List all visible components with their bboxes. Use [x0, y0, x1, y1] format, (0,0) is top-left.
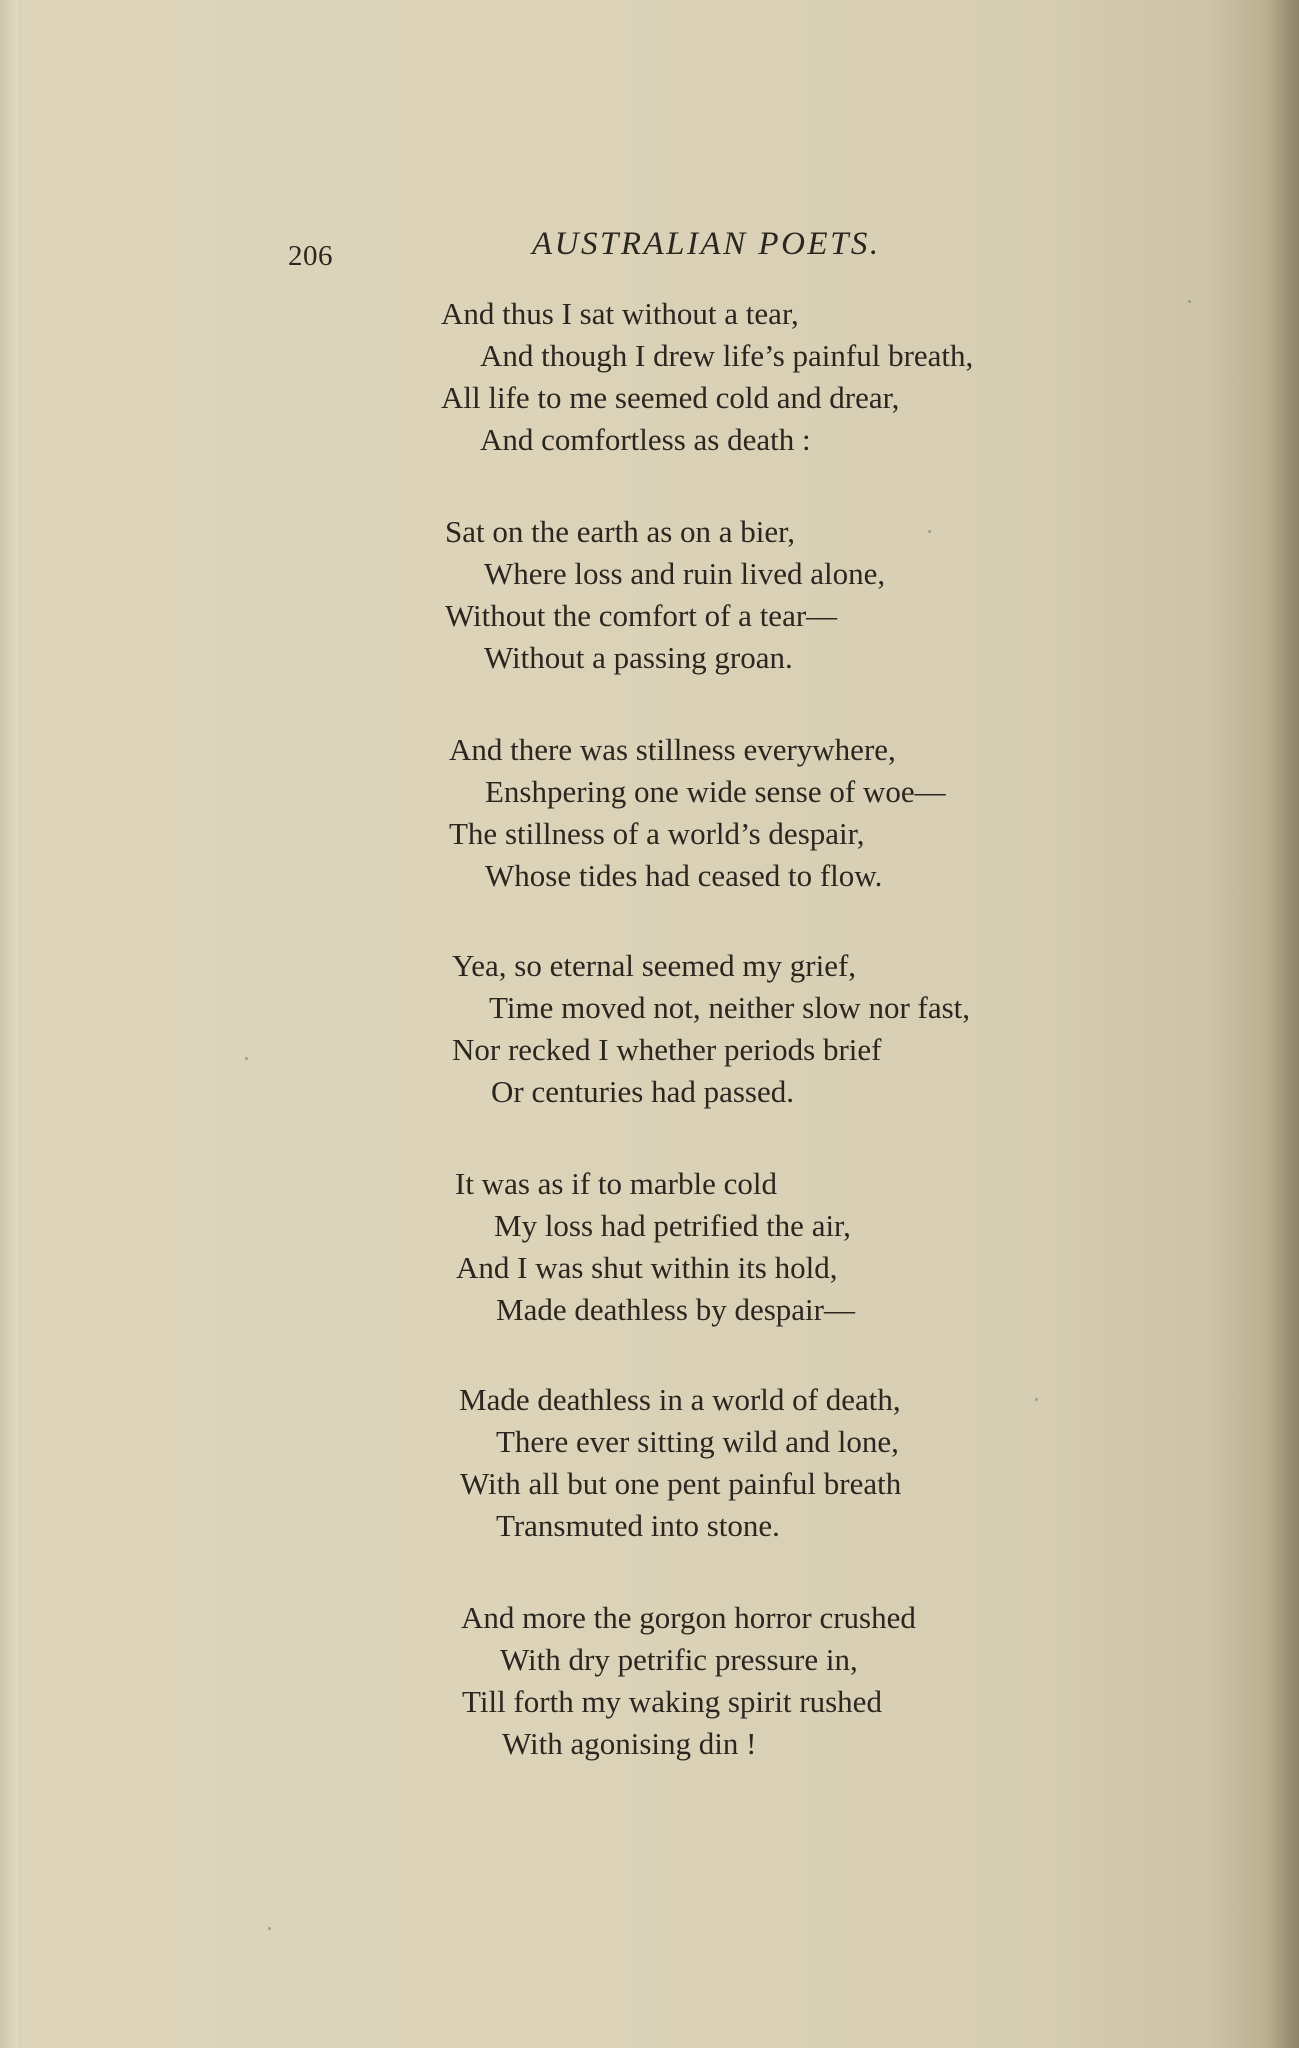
paper-speck — [1035, 1398, 1038, 1401]
verse-line: Time moved not, neither slow nor fast, — [489, 990, 971, 1025]
verse-line: Yea, so eternal seemed my grief, — [452, 948, 857, 983]
verse-line: And more the gorgon horror crushed — [461, 1600, 916, 1635]
verse-line: And though I drew life’s painful breath, — [480, 338, 974, 373]
verse-line: Or centuries had passed. — [491, 1074, 795, 1109]
verse-line: Enshpering one wide sense of woe— — [485, 774, 946, 809]
verse-line: Transmuted into stone. — [496, 1508, 780, 1543]
page-edge-shadow — [1265, 0, 1299, 2048]
verse-line: Till forth my waking spirit rushed — [462, 1684, 882, 1719]
verse-line: With agonising din ! — [502, 1726, 757, 1761]
verse-line: With all but one pent painful breath — [460, 1466, 902, 1501]
verse-line: My loss had petrified the air, — [494, 1208, 851, 1243]
verse-line: It was as if to marble cold — [455, 1166, 777, 1201]
verse-line: And comfortless as death : — [480, 422, 811, 457]
verse-line: Whose tides had ceased to flow. — [485, 858, 883, 893]
paper-speck — [268, 1927, 271, 1930]
verse-line: With dry petrific pressure in, — [500, 1642, 858, 1677]
verse-line: And thus I sat without a tear, — [441, 296, 799, 331]
verse-line: There ever sitting wild and lone, — [496, 1424, 899, 1459]
verse-line: Made deathless by despair— — [496, 1292, 855, 1327]
verse-line: Nor recked I whether periods brief — [452, 1032, 882, 1067]
verse-line: Without the comfort of a tear— — [445, 598, 838, 633]
verse-line: And there was stillness everywhere, — [449, 732, 896, 767]
verse-line: Made deathless in a world of death, — [459, 1382, 901, 1417]
paper-speck — [928, 530, 931, 533]
page-number: 206 — [288, 240, 333, 272]
paper-speck — [1188, 300, 1191, 303]
verse-line: And I was shut within its hold, — [456, 1250, 838, 1285]
verse-line: Without a passing groan. — [484, 640, 793, 675]
verse-line: Where loss and ruin lived alone, — [484, 556, 886, 591]
page-gutter — [0, 0, 18, 2048]
verse-line: All life to me seemed cold and drear, — [441, 380, 900, 415]
verse-line: The stillness of a world’s despair, — [449, 816, 865, 851]
running-head — [0, 226, 1299, 276]
paper-speck — [245, 1057, 248, 1060]
verse-line: Sat on the earth as on a bier, — [445, 514, 795, 549]
page-title: AUSTRALIAN POETS. — [532, 226, 881, 262]
